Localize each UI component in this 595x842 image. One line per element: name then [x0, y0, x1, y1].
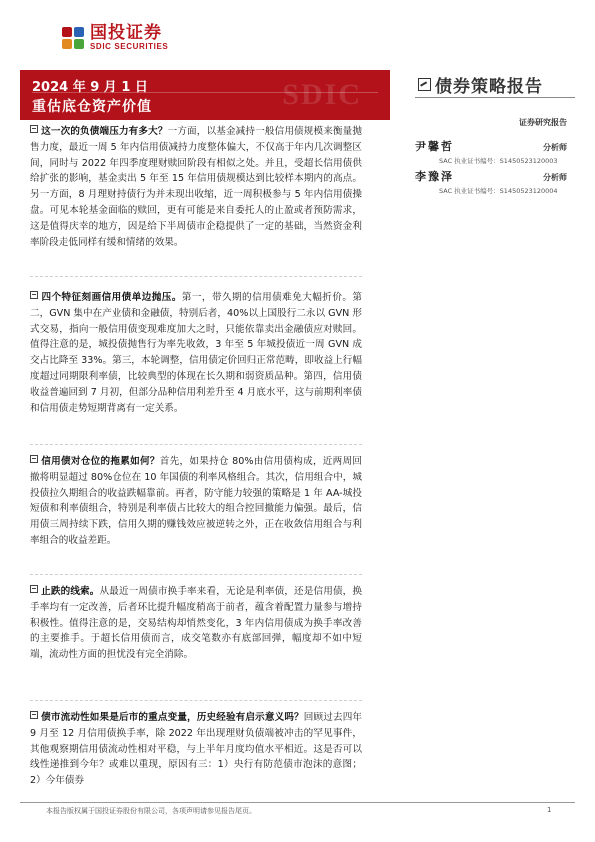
bullet-box-icon [30, 291, 38, 299]
section-selling-features [30, 290, 362, 416]
section-paragraph [30, 584, 362, 663]
logo-icon [62, 27, 84, 49]
analyst-card [415, 138, 567, 165]
section-body: 第一，带久期的信用债难免大幅折价。第二，GVN 集中在产业债和金融债，特别后者，40%以上国股行二永以 GVN 形式交易，指向一般信用债变现难度加大之时，只能依靠卖出金融债应对赎回。值得注意的是，城投债抛售行为率先收敛，3 年至 5 年城投债近一周 GVN 成交占比降至 33%。第三，本轮调整，信用债定价回归正常范畴，即收益上行幅度超过同期限利率债，比较典型的体现在长久期和弱资质品种。第四，信用债收益普遍回到 7 月初，但部分品种信用利差升至 4 月底水平，这与前期利率债和信用债走势短期背离有一定关系。 [30, 292, 362, 414]
banner-divider [32, 92, 378, 93]
page-number: 1 [547, 806, 552, 814]
section-lead: 止跌的线索。 [41, 586, 100, 597]
section-divider [30, 574, 362, 575]
report-date: 2024 年 9 月 1 日 [32, 80, 148, 95]
sidebar-rule [415, 97, 575, 98]
section-paragraph [30, 290, 362, 416]
bullet-box-icon [30, 585, 38, 593]
analyst-role: 分析师 [543, 143, 567, 152]
report-title: 重估底仓资产价值 [32, 99, 152, 115]
analyst-cert: SAC 执业证书编号：S1450523120003 [439, 157, 558, 165]
research-subhead: 证券研究报告 [519, 118, 567, 127]
section-lead: 债市流动性如果是后市的重点变量，历史经验有启示意义吗？ [41, 712, 304, 723]
footer-rule [20, 802, 575, 803]
section-body: 从最近一周债市换手率来看，无论是利率债，还是信用债，换手率均有一定改善，后者环比提升幅度稍高于前者，蕴含着配置力量参与增持积极性。值得注意的是，交易结构却悄然变化，3 年内信用债成为换手率改善的主要推手。于超长信用债而言，成交笔数亦有底部回弹，幅度却不如中短端，流动性方面的担忧没有完全消除。 [30, 586, 363, 661]
chart-icon [418, 78, 431, 91]
section-divider [30, 700, 362, 701]
section-stop-decline [30, 584, 362, 663]
brand-logo [62, 24, 168, 52]
section-liability-pressure [30, 124, 362, 250]
analyst-role: 分析师 [543, 173, 567, 182]
analyst-name: 李豫泽 [415, 170, 454, 183]
bullet-box-icon [30, 125, 38, 133]
footer-disclaimer: 本报告版权属于国投证券股份有限公司，各项声明请参见报告尾页。 [46, 807, 256, 815]
title-banner [20, 70, 390, 120]
section-paragraph [30, 124, 362, 250]
section-liquidity-history [30, 710, 362, 789]
section-body: 首先，如果持仓 80%由信用债构成，近两周回撤将明显超过 80%仓位在 10 年国债的利率风格组合。其次，信用组合中，城投债拉久期组合的收益跌幅靠前。再者，防守能力较强的策略是 1 年 AA-城投短债和利率债组合，特别是利率债占比较大的组合控回撤能力偏强。最后，信用债三周持续下跌，信用久期的赚钱效应被逆转之外，正在收敛信用组合与利率组合的收益差距。 [30, 456, 363, 546]
section-paragraph [30, 454, 362, 549]
section-lead: 信用债对仓位的拖累如何？ [41, 456, 160, 467]
analyst-name: 尹馨哲 [415, 140, 454, 153]
section-body: 一方面，以基金减持一般信用债规模来衡量抛售力度，最近一周 5 年内信用债减持力度整体偏大，不仅高于年内几次调整区间，同时与 2022 年四季度理财赎回阶段有相似之处。并且，受超长信用债供给扩张的影响，基金卖出 5 年至 15 年信用债规模达到比较样本期内的高点。另一方面，8 月理财持债行为并未现出收缩，近一周积极参与 5 年内信用债操盘。可见本轮基金面临的赎回，更有可能是来自委托人的止盈或者预防需求，这是值得庆幸的地方，因是给下半周债市企稳提供了一定的基础，当然资金利率阶段走低同样有缓和情绪的效果。 [30, 126, 363, 248]
section-body: 回顾过去四年 9 月至 12 月信用债换手率，除 2022 年出现理财负债端被冲击的罕见事件，其他观察期信用债流动性相对平稳，与上半年月度均值水平相近。这是否可以线性递推到今年？或难以重现，原因有三：1）央行有防范债市泡沫的意图；2）今年债券 [30, 712, 363, 787]
brand-name-cn: 国投证券 [90, 23, 162, 43]
section-position-drag [30, 454, 362, 549]
analyst-card [415, 168, 567, 195]
section-divider [30, 276, 362, 277]
bullet-box-icon [30, 455, 38, 463]
section-lead: 这一次的负债端压力有多大？ [41, 126, 168, 137]
section-lead: 四个特征刻画信用债单边抛压。 [41, 292, 182, 303]
brand-name-en: SDIC SECURITIES [90, 42, 169, 51]
report-type-label: 债券策略报告 [435, 77, 543, 97]
analyst-cert: SAC 执业证书编号：S1450523120004 [439, 187, 558, 195]
banner-watermark: SDIC [282, 78, 362, 111]
section-paragraph [30, 710, 362, 789]
section-divider [30, 444, 362, 445]
report-type [418, 72, 543, 97]
bullet-box-icon [30, 711, 38, 719]
